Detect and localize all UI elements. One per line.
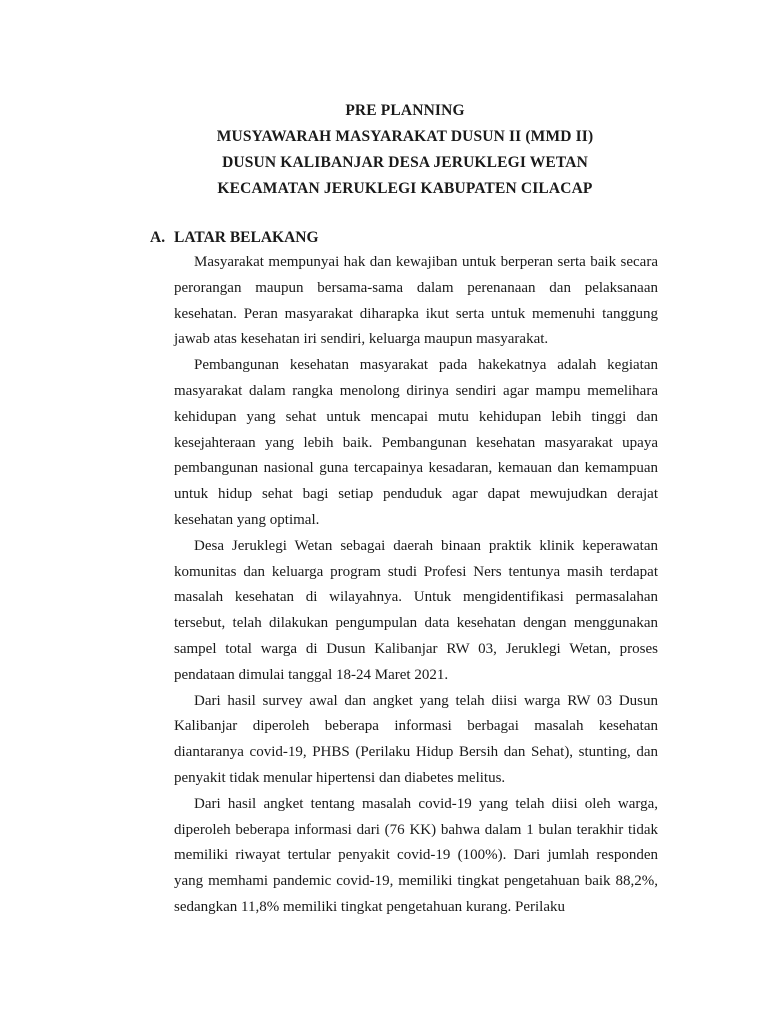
paragraph: Dari hasil angket tentang masalah covid-19 yang telah diisi oleh warga, diperoleh beberapa informasi dari (76 KK) bahwa dalam 1 bulan terakhir tidak memiliki riwayat tertular penyakit covid-19 (100%). Dari jumlah responden yang memhami pandemic covid-19, memiliki tingkat pengetahuan baik 88,2%, sedangkan 11,8% memiliki tingkat pengetahuan kurang. Perilaku — [174, 795, 658, 915]
paragraph: Desa Jeruklegi Wetan sebagai daerah binaan praktik klinik keperawatan komunitas dan keluarga program studi Profesi Ners tentunya masih terdapat masalah kesehatan di wilayahnya. Untuk mengidentifikasi permasalahan tersebut, telah dilakukan pengumpulan data kesehatan dengan menggunakan sampel total warga di Dusun Kalibanjar RW 03, Jeruklegi Wetan, proses pendataan dimulai tanggal 18-24 Maret 2021. — [174, 537, 658, 683]
paragraph: Dari hasil survey awal dan angket yang telah diisi warga RW 03 Dusun Kalibanjar diperoleh beberapa informasi berbagai masalah kesehatan diantaranya covid-19, PHBS (Perilaku Hidup Bersih dan Sehat), stunting, dan penyakit tidak menular hipertensi dan diabetes melitus. — [174, 692, 658, 786]
paragraph: Masyarakat mempunyai hak dan kewajiban untuk berperan serta baik secara perorangan maupun bersama-sama dalam perenanaan dan pelaksanaan kesehatan. Peran masyarakat diharapka ikut serta untuk memenuhi tanggung jawab atas kesehatan iri sendiri, keluarga maupun masyarakat. — [174, 254, 658, 348]
title-line-1: PRE PLANNING — [345, 102, 465, 119]
title-line-4: KECAMATAN JERUKLEGI KABUPATEN CILACAP — [217, 180, 593, 197]
title-line-3: DUSUN KALIBANJAR DESA JERUKLEGI WETAN — [222, 154, 588, 171]
section-heading — [150, 227, 319, 249]
section-letter: A. — [150, 229, 166, 246]
body-text — [174, 250, 658, 921]
paragraph: Pembangunan kesehatan masyarakat pada hakekatnya adalah kegiatan masyarakat dalam rangka menolong dirinya sendiri agar mampu memelihara kehidupan yang sehat untuk mencapai mutu kehidupan lebih tinggi dan kesejahteraan yang lebih baik. Pembangunan kesehatan masyarakat upaya pembangunan nasional guna tercapainya kesadaran, kemauan dan kemampuan untuk hidup sehat bagi setiap penduduk agar dapat mewujudkan derajat kesehatan yang optimal. — [174, 357, 658, 528]
document-title — [0, 98, 768, 202]
section-heading-text: LATAR BELAKANG — [174, 229, 319, 246]
title-line-2: MUSYAWARAH MASYARAKAT DUSUN II (MMD II) — [216, 128, 594, 145]
